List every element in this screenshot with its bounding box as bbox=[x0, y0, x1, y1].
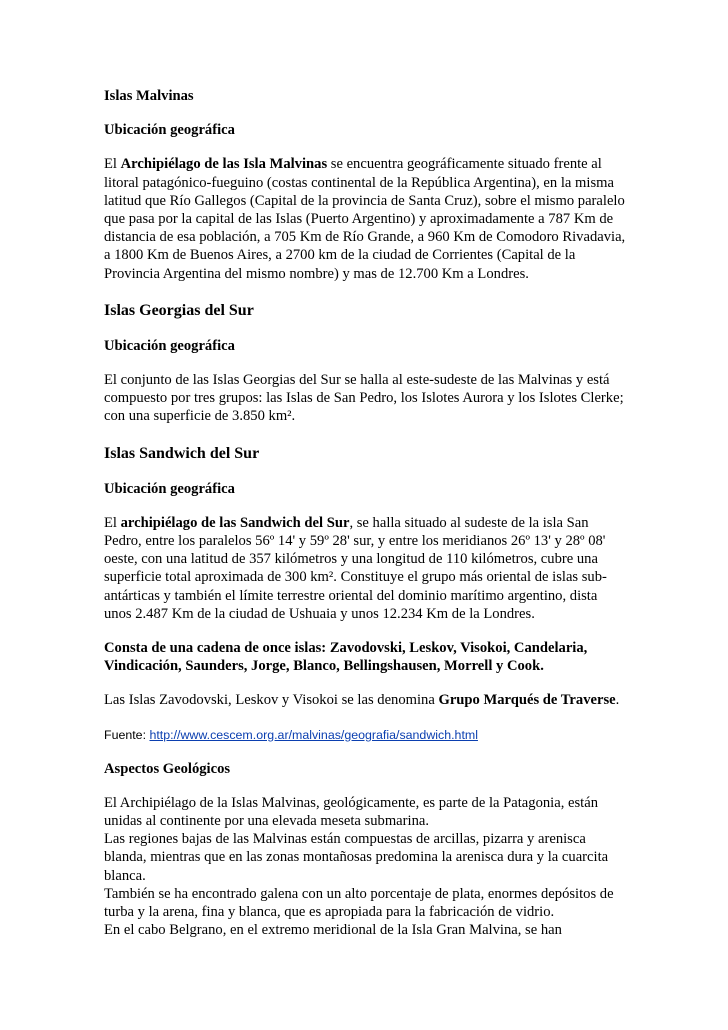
subtitle-sandwich-ubicacion: Ubicación geográfica bbox=[104, 480, 235, 497]
malvinas-text-prefix: El bbox=[104, 156, 121, 173]
sandwich-text-prefix: El bbox=[104, 514, 121, 531]
sandwich-bold-name: archipiélago de las Sandwich del Sur bbox=[120, 514, 350, 531]
section-title-geologia: Aspectos Geológicos bbox=[104, 760, 231, 777]
grupo-text-suffix: . bbox=[615, 692, 620, 709]
section-title-georgias: Islas Georgias del Sur bbox=[104, 301, 254, 319]
paragraph-geologia-4: En el cabo Belgrano, en el extremo meridional de la Isla Gran Malvina, se han bbox=[104, 922, 562, 939]
subtitle-georgias-ubicacion: Ubicación geográfica bbox=[104, 337, 235, 354]
source-link[interactable]: http://www.cescem.org.ar/malvinas/geografia/sandwich.html bbox=[149, 727, 478, 742]
subtitle-malvinas-ubicacion: Ubicación geográfica bbox=[104, 122, 235, 139]
paragraph-geologia-1: El Archipiélago de la Islas Malvinas, geológicamente, es parte de la Patagonia, están unidas al continente por una elevada meseta submarina. bbox=[104, 794, 598, 830]
paragraph-geologia-3: También se ha encontrado galena con un alto porcentaje de plata, enormes depósitos de turba y la arena, fina y blanca, que es apropiada para la fabricación de vidrio. bbox=[104, 885, 614, 921]
paragraph-georgias: El conjunto de las Islas Georgias del Sur se halla al este-sudeste de las Malvinas y está compuesto por tres grupos: las Islas de San Pedro, los Islotes Aurora y los Islotes Clerke; con una superficie de 3.850 km². bbox=[104, 372, 624, 425]
paragraph-sandwich bbox=[104, 514, 628, 623]
paragraph-malvinas bbox=[104, 155, 628, 282]
source-label: Fuente: bbox=[104, 727, 150, 742]
paragraph-islands-list: Consta de una cadena de once islas: Zavodovski, Leskov, Visokoi, Candelaria, Vindicación, Saunders, Jorge, Blanco, Bellingshausen, Morrell y Cook. bbox=[104, 640, 588, 675]
malvinas-text-rest: se encuentra geográficamente situado frente al litoral patagónico-fueguino (costas continental de la República Argentina), en la misma latitud que Río Gallegos (Capital de la provincia de Santa Cruz), sobre el mismo paralelo que pasa por la capital de las Islas (Puerto Argentino) y aproximadamente a 787 Km de distancia de esa población, a 705 Km de Río Grande, a 960 Km de Comodoro Rivadavia, a 1800 Km de Buenos Aires, a 2700 km de la ciudad de Corrientes (Capital de la Provincia Argentina del mismo nombre) y mas de 12.700 Km a Londres. bbox=[104, 156, 626, 282]
grupo-text-prefix: Las Islas Zavodovski, Leskov y Visokoi se las denomina bbox=[104, 692, 439, 709]
sandwich-text-rest: , se halla situado al sudeste de la isla San Pedro, entre los paralelos 56º 14' y 59º 28' sur, y entre los meridianos 26º 13' y 28º 08' oeste, con una latitud de 357 kilómetros y una longitud de 110 kilómetros, cubre una superficie total aproximada de 300 km². Constituye el grupo más oriental de islas sub-antárticas y también el límite terrestre oriental del dominio marítimo argentino, dista unos 2.487 Km de la ciudad de Ushuaia y unos 12.234 Km de la Londres. bbox=[104, 514, 607, 622]
section-title-malvinas: Islas Malvinas bbox=[104, 88, 194, 104]
paragraph-grupo-marques bbox=[104, 691, 628, 709]
paragraph-geologia-2: Las regiones bajas de las Malvinas están compuestas de arcillas, pizarra y arenisca blanda, mientras que en las zonas montañosas predomina la arenisca dura y la cuarcita blanca. bbox=[104, 831, 609, 884]
section-title-sandwich: Islas Sandwich del Sur bbox=[104, 444, 260, 462]
grupo-bold-name: Grupo Marqués de Traverse bbox=[438, 692, 616, 709]
malvinas-bold-name: Archipiélago de las Isla Malvinas bbox=[120, 156, 328, 173]
source-line bbox=[104, 727, 628, 743]
